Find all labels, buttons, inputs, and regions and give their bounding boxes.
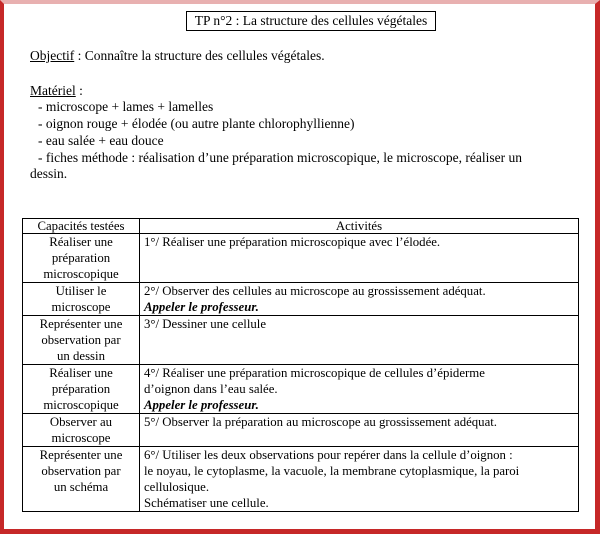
- activity-line: 6°/ Utiliser les deux observations pour repérer dans la cellule d’oignon :: [144, 448, 513, 462]
- capacity-cell: [23, 283, 140, 316]
- activity-line: 2°/ Observer des cellules au microscope au grossissement adéquat.: [144, 284, 486, 298]
- capacity-cell: [23, 414, 140, 447]
- materials-item: - microscope + lames + lamelles: [38, 99, 214, 114]
- capacity-line: Réaliser une: [49, 235, 113, 249]
- activity-line: 3°/ Dessiner une cellule: [144, 317, 267, 331]
- materials-item: - eau salée + eau douce: [38, 133, 164, 148]
- capacity-line: microscope: [51, 300, 111, 314]
- table-row: [23, 447, 579, 512]
- header-activites: Activités: [140, 219, 579, 234]
- capacity-line: microscopique: [43, 267, 119, 281]
- capacity-cell: [23, 447, 140, 512]
- activity-cell: [140, 365, 579, 414]
- activity-line: cellulosique.: [144, 480, 210, 494]
- activity-cell: [140, 283, 579, 316]
- capacity-cell: [23, 365, 140, 414]
- materials-suffix: :: [75, 83, 83, 98]
- activity-line: le noyau, le cytoplasme, la vacuole, la membrane cytoplasmique, la paroi: [144, 464, 520, 478]
- capacity-line: Utiliser le: [55, 284, 107, 298]
- objective-label: Objectif: [30, 48, 75, 63]
- capacity-line: un schéma: [53, 480, 109, 494]
- capacity-line: observation par: [41, 333, 121, 347]
- capacity-line: Représenter une: [39, 448, 123, 462]
- materials-item: - oignon rouge + élodée (ou autre plante chlorophyllienne): [38, 116, 355, 131]
- objective-text: : Connaître la structure des cellules végétales.: [74, 48, 325, 63]
- capacity-line: Représenter une: [39, 317, 123, 331]
- table-row: [23, 283, 579, 316]
- table-row: [23, 365, 579, 414]
- capacity-line: un dessin: [57, 349, 105, 363]
- page-title: TP n°2 : La structure des cellules végétales: [186, 11, 436, 31]
- call-teacher-note: Appeler le professeur.: [144, 398, 259, 412]
- activity-cell: [140, 316, 579, 365]
- materials-label: Matériel: [30, 83, 76, 98]
- activity-cell: [140, 234, 579, 283]
- activity-cell: [140, 414, 579, 447]
- capacity-line: Réaliser une: [49, 366, 113, 380]
- table-row: [23, 234, 579, 283]
- materials-heading: [30, 83, 83, 99]
- table-header-row: [23, 219, 579, 234]
- capacity-line: préparation: [51, 382, 111, 396]
- table-body: [23, 234, 579, 512]
- capacity-line: microscopique: [43, 398, 119, 412]
- activity-line: 1°/ Réaliser une préparation microscopique avec l’élodée.: [144, 235, 441, 249]
- materials-item: - fiches méthode : réalisation d’une préparation microscopique, le microscope, réaliser un: [38, 150, 522, 165]
- activities-table: [22, 218, 579, 512]
- table-row: [23, 316, 579, 365]
- capacity-line: observation par: [41, 464, 121, 478]
- capacity-cell: [23, 234, 140, 283]
- header-capacites: Capacités testées: [23, 219, 140, 234]
- capacity-line: microscope: [51, 431, 111, 445]
- objective-line: [30, 48, 325, 64]
- activity-line: d’oignon dans l’eau salée.: [144, 382, 278, 396]
- activity-line: Schématiser une cellule.: [144, 496, 269, 510]
- table-row: [23, 414, 579, 447]
- activity-line: 5°/ Observer la préparation au microscope au grossissement adéquat.: [144, 415, 498, 429]
- capacity-line: préparation: [51, 251, 111, 265]
- capacity-line: Observer au: [49, 415, 113, 429]
- activity-cell: [140, 447, 579, 512]
- capacity-cell: [23, 316, 140, 365]
- activity-line: 4°/ Réaliser une préparation microscopique de cellules d’épiderme: [144, 366, 485, 380]
- call-teacher-note: Appeler le professeur.: [144, 300, 259, 314]
- materials-item: dessin.: [30, 166, 68, 181]
